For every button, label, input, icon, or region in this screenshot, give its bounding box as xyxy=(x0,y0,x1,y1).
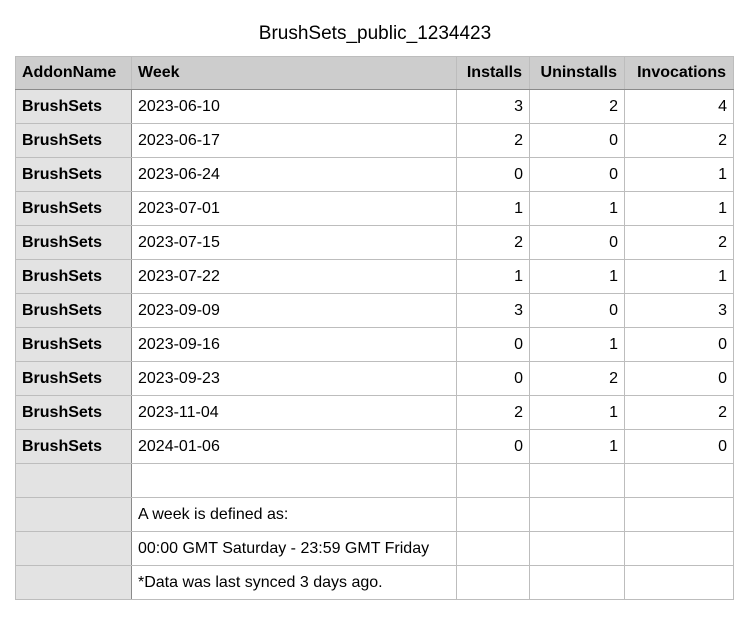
week-cell[interactable]: 2023-09-16 xyxy=(132,328,457,362)
addon-name-cell[interactable]: BrushSets xyxy=(16,90,132,124)
invocations-cell[interactable]: 1 xyxy=(625,158,734,192)
empty-row xyxy=(16,464,734,498)
invocations-cell[interactable]: 0 xyxy=(625,430,734,464)
invocations-cell[interactable]: 2 xyxy=(625,124,734,158)
column-header-week[interactable]: Week xyxy=(132,57,457,90)
empty-cell[interactable] xyxy=(530,498,625,532)
data-table xyxy=(15,56,734,600)
invocations-cell[interactable]: 4 xyxy=(625,90,734,124)
empty-cell[interactable] xyxy=(16,566,132,600)
addon-name-cell[interactable]: BrushSets xyxy=(16,260,132,294)
installs-cell[interactable]: 2 xyxy=(457,226,530,260)
table-row xyxy=(16,294,734,328)
addon-name-cell[interactable]: BrushSets xyxy=(16,124,132,158)
sheet-title: BrushSets_public_1234423 xyxy=(258,23,492,44)
empty-cell[interactable] xyxy=(625,464,734,498)
table-row xyxy=(16,226,734,260)
invocations-cell[interactable]: 1 xyxy=(625,192,734,226)
uninstalls-cell[interactable]: 0 xyxy=(530,294,625,328)
table-row xyxy=(16,328,734,362)
week-cell[interactable]: 2023-07-15 xyxy=(132,226,457,260)
addon-name-cell[interactable]: BrushSets xyxy=(16,294,132,328)
note-row xyxy=(16,532,734,566)
addon-name-cell[interactable]: BrushSets xyxy=(16,192,132,226)
addon-name-cell[interactable]: BrushSets xyxy=(16,158,132,192)
installs-cell[interactable]: 1 xyxy=(457,192,530,226)
uninstalls-cell[interactable]: 1 xyxy=(530,260,625,294)
uninstalls-cell[interactable]: 1 xyxy=(530,430,625,464)
week-cell[interactable]: 2023-07-22 xyxy=(132,260,457,294)
empty-cell[interactable] xyxy=(530,566,625,600)
empty-cell[interactable] xyxy=(132,464,457,498)
empty-cell[interactable] xyxy=(16,532,132,566)
empty-cell[interactable] xyxy=(16,464,132,498)
week-cell[interactable]: 2023-07-01 xyxy=(132,192,457,226)
empty-cell[interactable] xyxy=(625,566,734,600)
empty-cell[interactable] xyxy=(16,498,132,532)
week-cell[interactable]: 2023-06-17 xyxy=(132,124,457,158)
note-row xyxy=(16,498,734,532)
uninstalls-cell[interactable]: 1 xyxy=(530,396,625,430)
empty-cell[interactable] xyxy=(457,498,530,532)
uninstalls-cell[interactable]: 2 xyxy=(530,362,625,396)
installs-cell[interactable]: 1 xyxy=(457,260,530,294)
installs-cell[interactable]: 0 xyxy=(457,430,530,464)
note-week-definition-label[interactable]: A week is defined as: xyxy=(132,498,457,532)
installs-cell[interactable]: 2 xyxy=(457,396,530,430)
week-cell[interactable]: 2023-11-04 xyxy=(132,396,457,430)
uninstalls-cell[interactable]: 0 xyxy=(530,226,625,260)
column-header-installs[interactable]: Installs xyxy=(457,57,530,90)
header-row xyxy=(16,57,734,90)
installs-cell[interactable]: 2 xyxy=(457,124,530,158)
installs-cell[interactable]: 3 xyxy=(457,90,530,124)
table-row xyxy=(16,192,734,226)
addon-name-cell[interactable]: BrushSets xyxy=(16,430,132,464)
empty-cell[interactable] xyxy=(530,532,625,566)
empty-cell[interactable] xyxy=(457,566,530,600)
week-cell[interactable]: 2023-09-23 xyxy=(132,362,457,396)
installs-cell[interactable]: 0 xyxy=(457,362,530,396)
week-cell[interactable]: 2023-09-09 xyxy=(132,294,457,328)
empty-cell[interactable] xyxy=(457,532,530,566)
table-row xyxy=(16,158,734,192)
table-row xyxy=(16,260,734,294)
addon-name-cell[interactable]: BrushSets xyxy=(16,362,132,396)
table-row xyxy=(16,362,734,396)
addon-name-cell[interactable]: BrushSets xyxy=(16,328,132,362)
uninstalls-cell[interactable]: 0 xyxy=(530,124,625,158)
column-header-addonname[interactable]: AddonName xyxy=(16,57,132,90)
column-header-invocations[interactable]: Invocations xyxy=(625,57,734,90)
uninstalls-cell[interactable]: 1 xyxy=(530,328,625,362)
table-row xyxy=(16,90,734,124)
week-cell[interactable]: 2023-06-24 xyxy=(132,158,457,192)
invocations-cell[interactable]: 2 xyxy=(625,226,734,260)
invocations-cell[interactable]: 3 xyxy=(625,294,734,328)
table-row xyxy=(16,430,734,464)
invocations-cell[interactable]: 0 xyxy=(625,362,734,396)
uninstalls-cell[interactable]: 1 xyxy=(530,192,625,226)
installs-cell[interactable]: 0 xyxy=(457,328,530,362)
note-row xyxy=(16,566,734,600)
installs-cell[interactable]: 3 xyxy=(457,294,530,328)
empty-cell[interactable] xyxy=(530,464,625,498)
invocations-cell[interactable]: 2 xyxy=(625,396,734,430)
column-header-uninstalls[interactable]: Uninstalls xyxy=(530,57,625,90)
table-row xyxy=(16,396,734,430)
installs-cell[interactable]: 0 xyxy=(457,158,530,192)
week-cell[interactable]: 2023-06-10 xyxy=(132,90,457,124)
empty-cell[interactable] xyxy=(625,532,734,566)
table-row xyxy=(16,124,734,158)
addon-name-cell[interactable]: BrushSets xyxy=(16,396,132,430)
addon-name-cell[interactable]: BrushSets xyxy=(16,226,132,260)
note-sync-status[interactable]: *Data was last synced 3 days ago. xyxy=(132,566,457,600)
uninstalls-cell[interactable]: 2 xyxy=(530,90,625,124)
week-cell[interactable]: 2024-01-06 xyxy=(132,430,457,464)
uninstalls-cell[interactable]: 0 xyxy=(530,158,625,192)
invocations-cell[interactable]: 1 xyxy=(625,260,734,294)
empty-cell[interactable] xyxy=(457,464,530,498)
note-week-definition[interactable]: 00:00 GMT Saturday - 23:59 GMT Friday xyxy=(132,532,457,566)
invocations-cell[interactable]: 0 xyxy=(625,328,734,362)
empty-cell[interactable] xyxy=(625,498,734,532)
